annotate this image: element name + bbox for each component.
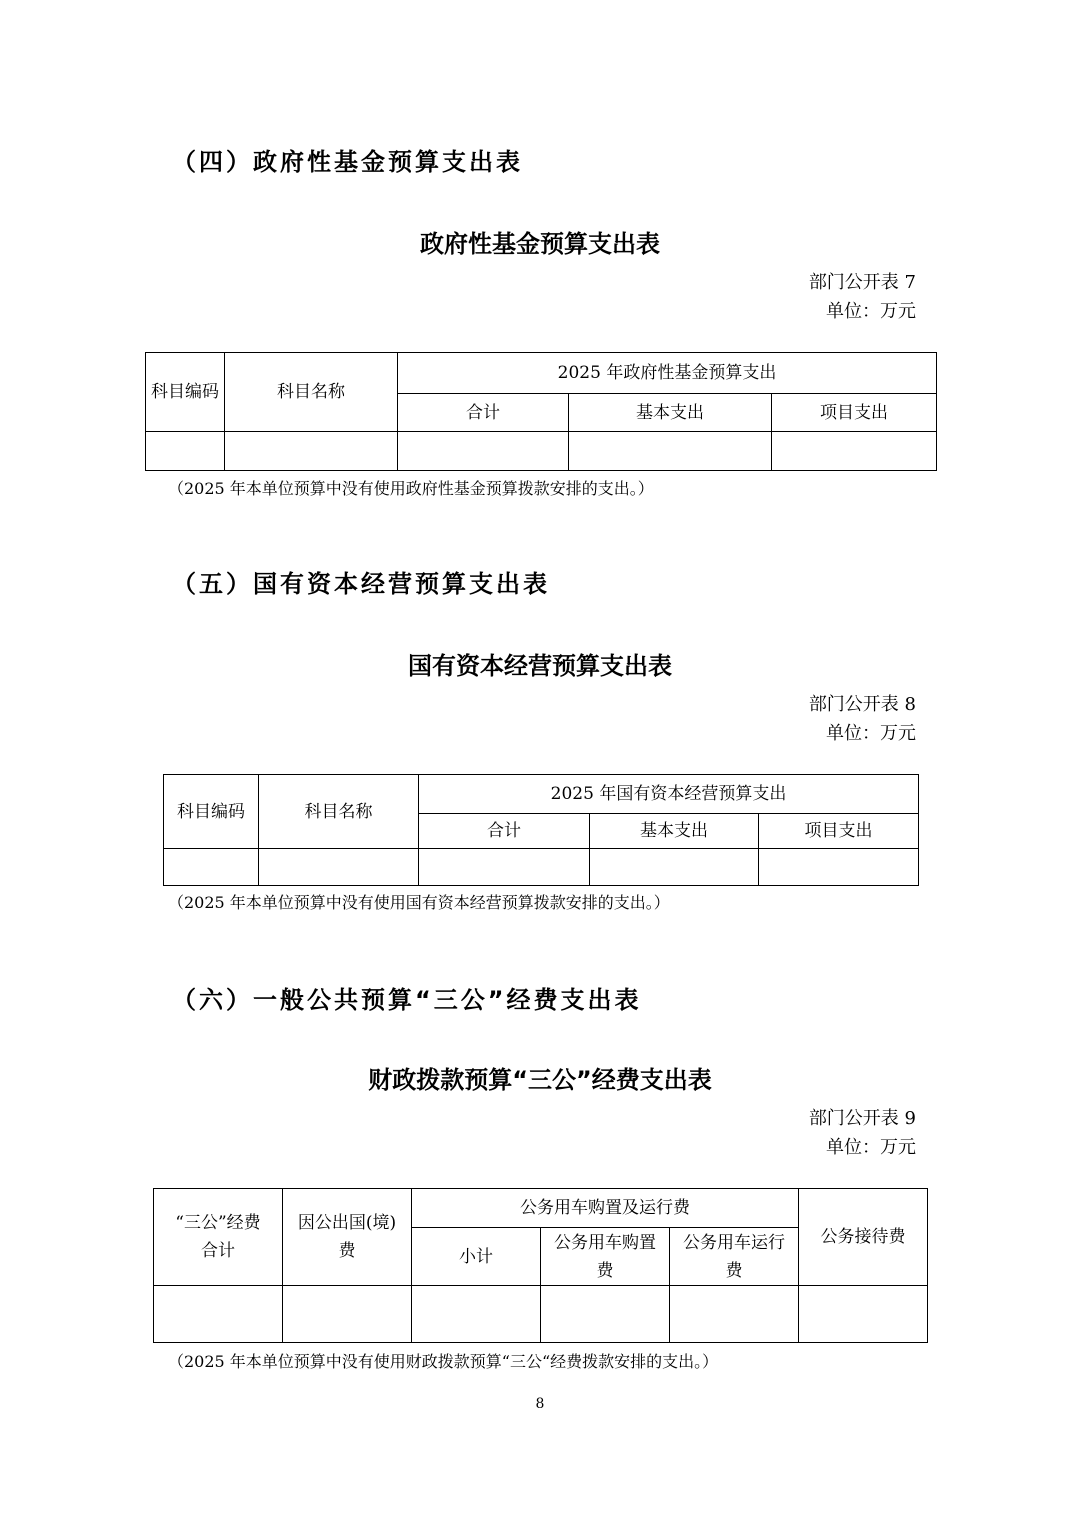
header-vehicle-group: 公务用车购置及运行费: [412, 1189, 799, 1228]
cell: [772, 432, 937, 471]
table-title-4: 政府性基金预算支出表: [420, 230, 660, 258]
table-row: [146, 432, 937, 471]
cell: [419, 849, 590, 886]
cell: [799, 1286, 928, 1343]
header-code: 科目编码: [146, 353, 225, 432]
table-note-4: （2025 年本单位预算中没有使用政府性基金预算拨款安排的支出。）: [168, 479, 654, 498]
header-group: 2025 年政府性基金预算支出: [398, 353, 937, 394]
budget-table-4: [145, 352, 937, 471]
table-note-6: （2025 年本单位预算中没有使用财政拨款预算“三公“经费拨款安排的支出。）: [168, 1352, 719, 1371]
cell: [146, 432, 225, 471]
section-heading-6: （六）一般公共预算“三公”经费支出表: [172, 986, 642, 1014]
header-total: 合计: [419, 814, 590, 849]
table-number-4: 部门公开表 7: [808, 272, 916, 293]
unit-label-4: 单位：万元: [826, 301, 916, 322]
header-reception: 公务接待费: [799, 1189, 928, 1286]
header-abroad: 因公出国(境) 费: [283, 1189, 412, 1286]
section-heading-4: （四）政府性基金预算支出表: [172, 148, 523, 176]
cell: [225, 432, 398, 471]
table-number-5: 部门公开表 8: [808, 694, 916, 715]
header-basic: 基本支出: [590, 814, 759, 849]
page-number: 8: [535, 1396, 545, 1412]
cell: [398, 432, 569, 471]
header-project: 项目支出: [759, 814, 919, 849]
header-vehicle-running: 公务用车运行 费: [670, 1228, 799, 1286]
header-project: 项目支出: [772, 394, 937, 432]
table-row: [164, 849, 919, 886]
header-three-public-total: “三公”经费 合计: [154, 1189, 283, 1286]
table-number-6: 部门公开表 9: [808, 1108, 916, 1129]
unit-label-5: 单位：万元: [826, 723, 916, 744]
table-note-5: （2025 年本单位预算中没有使用国有资本经营预算拨款安排的支出。）: [168, 893, 670, 912]
cell: [541, 1286, 670, 1343]
cell: [283, 1286, 412, 1343]
header-basic: 基本支出: [569, 394, 772, 432]
cell: [412, 1286, 541, 1343]
header-total: 合计: [398, 394, 569, 432]
unit-label-6: 单位：万元: [826, 1137, 916, 1158]
section-heading-5: （五）国有资本经营预算支出表: [172, 570, 550, 598]
header-name: 科目名称: [225, 353, 398, 432]
cell: [670, 1286, 799, 1343]
cell: [259, 849, 419, 886]
cell: [569, 432, 772, 471]
cell: [759, 849, 919, 886]
cell: [590, 849, 759, 886]
table-title-5: 国有资本经营预算支出表: [408, 652, 672, 680]
cell: [164, 849, 259, 886]
table-row: [154, 1286, 928, 1343]
header-subtotal: 小计: [412, 1228, 541, 1286]
header-code: 科目编码: [164, 775, 259, 849]
header-vehicle-purchase: 公务用车购置 费: [541, 1228, 670, 1286]
cell: [154, 1286, 283, 1343]
header-group: 2025 年国有资本经营预算支出: [419, 775, 919, 814]
budget-table-5: [163, 774, 919, 886]
header-name: 科目名称: [259, 775, 419, 849]
budget-table-6: [153, 1188, 928, 1343]
table-title-6: 财政拨款预算“三公”经费支出表: [368, 1066, 712, 1094]
